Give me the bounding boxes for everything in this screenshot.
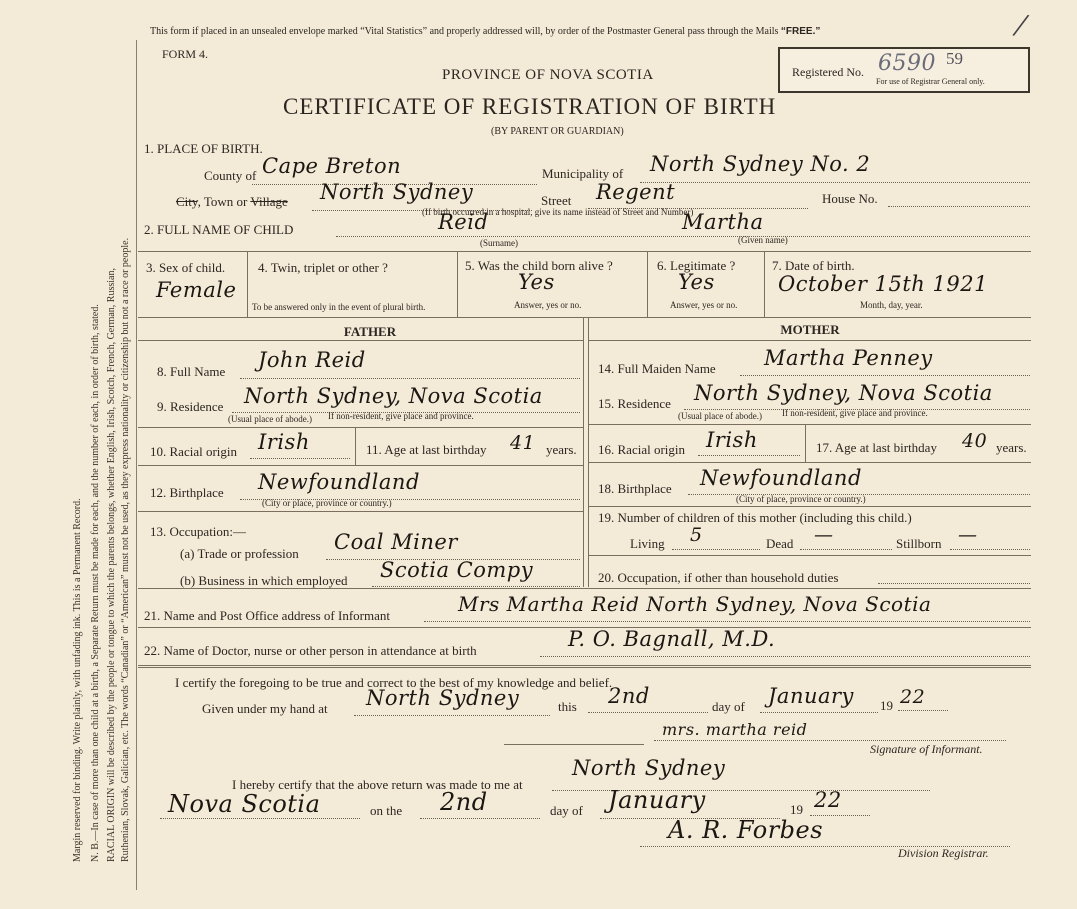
margin-rule xyxy=(136,40,137,890)
registered-label: Registered No. xyxy=(792,65,864,79)
side-note-1: Margin reserved for binding. Write plainly, with unfading ink. This is a Permanent Record. xyxy=(72,498,83,862)
informant-signature-label: Signature of Informant. xyxy=(870,742,983,756)
municipality-value: North Sydney No. 2 xyxy=(650,152,871,176)
registrar-text: I hereby certify that the above return was made to me at xyxy=(232,777,523,792)
mother-children-label: 19. Number of children of this mother (including this child.) xyxy=(598,510,912,525)
mother-residence-note1: (Usual place of abode.) xyxy=(678,411,762,421)
place-of-birth-label: 1. PLACE OF BIRTH. xyxy=(144,141,263,156)
father-age-value: 41 xyxy=(510,432,536,454)
registrar-place-2: Nova Scotia xyxy=(168,790,321,818)
registrar-place-1: North Sydney xyxy=(572,756,726,780)
father-name-value: John Reid xyxy=(258,348,366,372)
registrar-signature: A. R. Forbes xyxy=(668,816,824,844)
informant-signature: mrs. martha reid xyxy=(662,720,808,739)
page-subtitle: (BY PARENT OR GUARDIAN) xyxy=(491,126,624,137)
this-label: this xyxy=(558,699,577,714)
date-of-birth-value: October 15th 1921 xyxy=(778,272,988,296)
legitimate-value: Yes xyxy=(678,270,715,294)
father-business-value: Scotia Compy xyxy=(380,558,534,582)
mother-residence-note2: If non-resident, give place and province. xyxy=(782,408,928,418)
doctor-value: P. O. Bagnall, M.D. xyxy=(568,627,776,651)
street-label: Street xyxy=(541,193,572,208)
child-name-label: 2. FULL NAME OF CHILD xyxy=(144,222,294,237)
registrar-day-of-label: day of xyxy=(550,803,583,818)
street-value: Regent xyxy=(596,180,676,204)
child-surname: Reid xyxy=(438,210,489,234)
registrar-month-value: January xyxy=(608,786,706,814)
mother-birthplace-note: (City of place, province or country.) xyxy=(736,494,866,504)
registered-value: 6590 xyxy=(878,51,936,76)
mother-racial-value: Irish xyxy=(706,428,758,452)
certification-year-prefix: 19 xyxy=(880,698,893,713)
alive-label: 5. Was the child born alive ? xyxy=(465,258,613,273)
mother-residence-label: 15. Residence xyxy=(598,396,671,411)
twin-label: 4. Twin, triplet or other ? xyxy=(258,260,388,275)
house-number-label: House No. xyxy=(822,191,878,206)
legitimate-note: Answer, yes or no. xyxy=(670,300,738,310)
county-label: County of xyxy=(204,168,257,183)
father-occupation-label: 13. Occupation:— xyxy=(150,524,247,539)
certification-year-value: 22 xyxy=(900,686,926,708)
mother-occupation-label: 20. Occupation, if other than household duties xyxy=(598,570,839,585)
father-trade-label: (a) Trade or profession xyxy=(180,546,299,561)
alive-note: Answer, yes or no. xyxy=(514,300,582,310)
surname-note: (Surname) xyxy=(480,238,518,248)
municipality-label: Municipality of xyxy=(542,166,624,181)
twin-note: To be answered only in the event of plural birth. xyxy=(252,302,426,312)
mother-racial-label: 16. Racial origin xyxy=(598,442,686,457)
sex-label: 3. Sex of child. xyxy=(146,260,226,275)
date-of-birth-note: Month, day, year. xyxy=(860,300,923,310)
county-value: Cape Breton xyxy=(262,154,402,178)
father-residence-note2: If non-resident, give place and province. xyxy=(328,411,474,421)
mother-birthplace-value: Newfoundland xyxy=(700,466,862,490)
tick-mark-icon: / xyxy=(1010,4,1032,46)
father-heading: FATHER xyxy=(343,324,397,339)
side-note-3: RACIAL ORIGIN will be described by the people or tongue to which the parents belongs, whether English, Irish, Scotch, French, German, Russian, xyxy=(106,268,117,862)
page-title: CERTIFICATE OF REGISTRATION OF BIRTH xyxy=(283,94,777,119)
legitimate-label: 6. Legitimate ? xyxy=(657,258,736,273)
mother-age-label: 17. Age at last birthday xyxy=(816,440,937,455)
father-birthplace-value: Newfoundland xyxy=(258,470,420,494)
certify-text: I certify the foregoing to be true and correct to the best of my knowledge and belief. xyxy=(175,675,613,690)
sex-value: Female xyxy=(156,278,237,302)
mother-name-value: Martha Penney xyxy=(764,346,933,370)
province-heading: PROVINCE OF NOVA SCOTIA xyxy=(442,67,654,83)
mother-years: years. xyxy=(996,440,1027,455)
given-under-label: Given under my hand at xyxy=(202,701,328,716)
postal-notice: This form if placed in an unsealed envelope marked “Vital Statistics” and properly addressed will, by order of the Postmaster General pass through the Mails “FREE.” xyxy=(150,26,821,37)
registered-number-box xyxy=(778,47,1030,93)
father-name-label: 8. Full Name xyxy=(157,364,226,379)
mother-heading: MOTHER xyxy=(780,322,840,337)
father-trade-value: Coal Miner xyxy=(334,530,458,554)
date-of-birth-label: 7. Date of birth. xyxy=(772,258,855,273)
dead-label: Dead xyxy=(766,536,794,551)
informant-label: 21. Name and Post Office address of Informant xyxy=(144,608,390,623)
father-birthplace-label: 12. Birthplace xyxy=(150,485,224,500)
child-given-name: Martha xyxy=(682,210,764,234)
certification-month-value: January xyxy=(768,684,854,708)
informant-value: Mrs Martha Reid North Sydney, Nova Scotia xyxy=(458,592,932,616)
dead-value: — xyxy=(814,524,834,546)
father-business-label: (b) Business in which employed xyxy=(180,573,348,588)
father-residence-label: 9. Residence xyxy=(157,399,224,414)
mother-residence-value: North Sydney, Nova Scotia xyxy=(694,381,993,405)
town-value: North Sydney xyxy=(320,180,474,204)
registrar-year-prefix: 19 xyxy=(790,802,803,817)
registrar-day-value: 2nd xyxy=(440,788,488,816)
doctor-label: 22. Name of Doctor, nurse or other person in attendance at birth xyxy=(144,643,477,658)
mother-name-label: 14. Full Maiden Name xyxy=(598,361,716,376)
mother-age-value: 40 xyxy=(962,430,988,452)
given-place-value: North Sydney xyxy=(366,686,520,710)
mother-birthplace-label: 18. Birthplace xyxy=(598,481,672,496)
division-registrar-label: Division Registrar. xyxy=(898,846,989,860)
alive-value: Yes xyxy=(518,270,555,294)
stillborn-label: Stillborn xyxy=(896,536,942,551)
registrar-year-value: 22 xyxy=(814,788,842,812)
hospital-note: (If birth occurred in a hospital, give its name instead of Street and Number) xyxy=(422,207,694,217)
side-note-4: Ruthenian, Slovak, Galician, etc. The words “Canadian” or “American” must not be used, as they express nationality or citizenship but not a race or people. xyxy=(120,237,131,862)
father-birthplace-note: (City or place, province or country.) xyxy=(262,498,392,508)
father-racial-label: 10. Racial origin xyxy=(150,444,238,459)
city-town-village-label: City, Town or Village xyxy=(176,194,288,209)
registered-note: For use of Registrar General only. xyxy=(876,77,985,86)
stillborn-value: — xyxy=(958,524,978,546)
father-age-label: 11. Age at last birthday xyxy=(366,442,487,457)
side-note-2: N. B.—In case of more than one child at a birth, a Separate Return must be made for each, and the number of each, in order of birth, stated. xyxy=(90,304,101,862)
day-of-label: day of xyxy=(712,699,745,714)
living-value: 5 xyxy=(690,524,703,546)
father-residence-note1: (Usual place of abode.) xyxy=(228,414,312,424)
living-label: Living xyxy=(630,536,665,551)
form-number: FORM 4. xyxy=(162,47,209,61)
father-residence-value: North Sydney, Nova Scotia xyxy=(244,384,543,408)
father-racial-value: Irish xyxy=(258,430,310,454)
on-the-label: on the xyxy=(370,803,403,818)
registered-sub: 59 xyxy=(946,49,963,68)
father-years: years. xyxy=(546,442,577,457)
certification-day-value: 2nd xyxy=(608,684,650,708)
given-name-note: (Given name) xyxy=(738,235,788,245)
